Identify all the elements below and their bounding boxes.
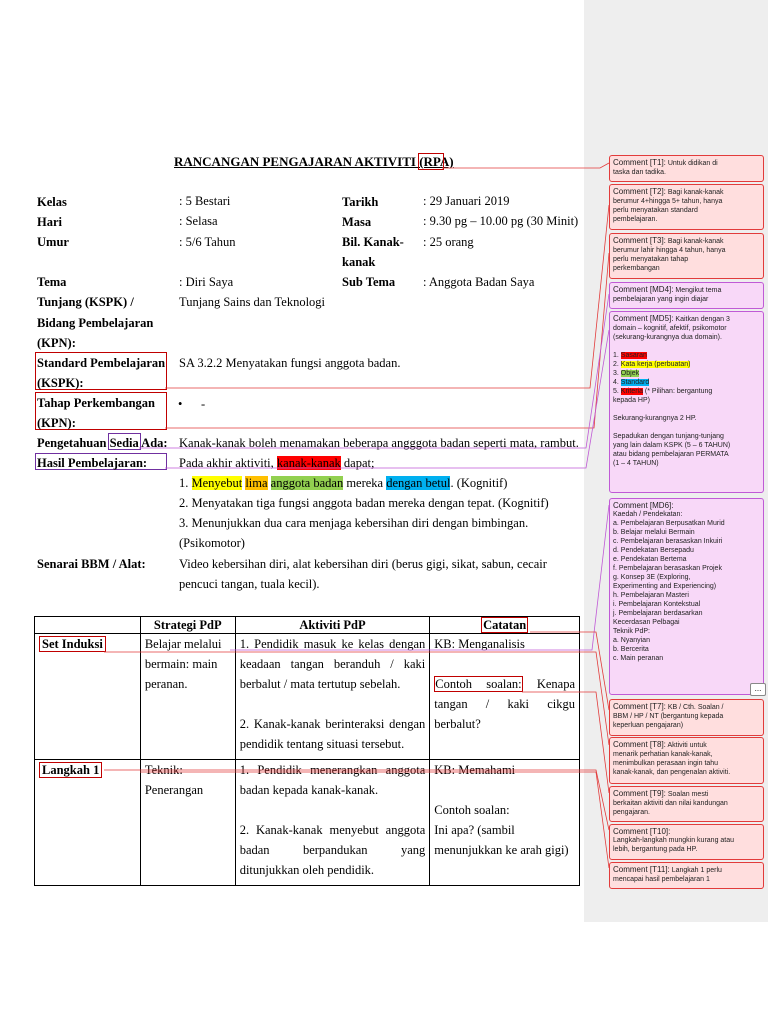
comment-line: perkembangan — [613, 265, 660, 272]
connector-t9 — [522, 692, 609, 793]
tunjang-value: Tunjang Sains dan Teknologi — [179, 295, 326, 309]
hp-label: Hasil Pembelajaran: — [37, 456, 148, 470]
title-text: RANCANGAN PENGAJARAN AKTIVITI (RPA) — [174, 154, 454, 169]
kelas-label: Kelas — [37, 195, 67, 209]
connector-t10 — [104, 770, 609, 830]
comment-line: perlu menyatakan tahap — [613, 256, 689, 263]
comment-head: Comment [T9]: — [613, 789, 666, 798]
md5-list-item: 1. Sasaran — [613, 352, 647, 359]
comment-line: (1 – 4 TAHUN) — [613, 460, 659, 467]
hari-value: : Selasa — [179, 214, 218, 228]
comment-line: Untuk didikan di — [667, 160, 718, 167]
activity-item: 2. Kanak-kanak menyebut anggota badan berpandukan yang ditunjukkan oleh pendidik. — [239, 823, 426, 877]
tp-bullet: • — [178, 397, 183, 411]
tema-value: : Diri Saya — [179, 275, 234, 289]
tp-label-2: (KPN): — [37, 416, 76, 430]
strategy-line: peranan. — [144, 677, 188, 691]
comment-t7[interactable] — [609, 699, 764, 736]
comment-line: Langkah 1 perlu — [671, 867, 722, 874]
comment-line: Teknik PdP: — [613, 628, 650, 635]
comment-line: Kaedah / Pendekatan: — [613, 511, 683, 518]
comment-line: berumur lahir hingga 4 tahun, hanya — [613, 247, 726, 254]
subtema-label: Sub Tema — [342, 275, 396, 289]
comment-t3[interactable] — [609, 233, 764, 279]
bbm-value-1: Video kebersihan diri, alat kebersihan diri (berus gigi, sikat, sabun, cecair — [179, 557, 547, 571]
comment-head: Comment [T3]: — [613, 236, 666, 245]
comment-line: Experimenting and Experiencing) — [613, 583, 717, 590]
comment-line: b. Belajar melalui Bermain — [613, 529, 695, 536]
connector-t11 — [140, 772, 609, 868]
set-induksi-label: Set Induksi — [39, 636, 106, 652]
comment-line: keperluan pengajaran) — [613, 722, 684, 729]
comment-line: i. Pembelajaran Kontekstual — [613, 601, 701, 608]
masa-label: Masa — [342, 215, 372, 229]
comment-line: perlu menyatakan standard — [613, 207, 698, 214]
hp-item-3b: (Psikomotor) — [179, 536, 245, 550]
hp1-count-highlight: lima — [245, 476, 268, 490]
tunjang-label-1: Tunjang (KSPK) / — [37, 295, 134, 309]
hp-item-3: 3. Menunjukkan dua cara menjaga kebersihan diri dengan bimbingan. — [179, 516, 529, 530]
comment-line: Sekurang-kurangnya 2 HP. — [613, 415, 697, 422]
comment-head: Comment [T1]: — [613, 158, 666, 167]
bil-value: : 25 orang — [423, 235, 474, 249]
strategy-line: Teknik: — [144, 763, 183, 777]
hp1-mereka: mereka — [343, 476, 387, 490]
connector-md6 — [230, 505, 609, 650]
comment-head: Comment [MD4]: — [613, 285, 674, 294]
note-question: Kenapa tangan / kaki cikgu berbalut? — [434, 677, 576, 731]
sp-label-2: (KSPK): — [37, 376, 84, 390]
sp-label-1: Standard Pembelajaran — [37, 356, 166, 370]
strategy-line: bermain: main — [144, 657, 218, 671]
bbm-value-2: pencuci tangan, tuala kecil). — [179, 577, 320, 591]
note-question-label: Contoh soalan: — [435, 677, 522, 691]
tunjang-label-2: Bidang Pembelajaran — [37, 316, 154, 330]
comment-line: Bagi kanak-kanak — [667, 238, 724, 245]
subtema-value: : Anggota Badan Saya — [423, 275, 535, 289]
kelas-value: : 5 Bestari — [179, 194, 231, 208]
comment-line: pembelajaran yang ingin diajar — [613, 296, 709, 303]
connector-md4 — [139, 294, 609, 448]
comment-line: yang lain dalam KSPK (5 – 6 TAHUN) — [613, 442, 731, 449]
activity-item: 1. Pendidik menerangkan anggota badan kepada kanak-kanak. — [239, 763, 426, 797]
connector-t1 — [442, 163, 609, 168]
activity-item: 1. Pendidik masuk ke kelas dengan keadaan tangan beranduh / kaki berbalut / mata tertutup sebelah. — [239, 637, 426, 691]
tunjang-label-3: (KPN): — [37, 336, 76, 350]
comment-line: pengajaran. — [613, 809, 650, 816]
catatan-anchor: Catatan — [483, 618, 527, 632]
connector-t8 — [104, 652, 609, 745]
strategy-line: Belajar melalui — [144, 637, 222, 651]
md5-list-item: 4. Standard — [613, 379, 650, 386]
activity-item: 2. Kanak-kanak berinteraksi dengan pendidik tentang situasi tersebut. — [239, 717, 426, 751]
comment-line: b. Bercerita — [613, 646, 649, 653]
comment-line: a. Pembelajaran Berpusatkan Murid — [613, 520, 725, 527]
hari-label: Hari — [37, 215, 62, 229]
comment-line: kepada HP) — [613, 397, 650, 404]
comment-t11[interactable] — [609, 862, 764, 889]
bil-label-1: Bil. Kanak- — [342, 235, 404, 249]
comment-line: KB / Cth. Soalan / — [667, 704, 724, 711]
hp1-end: . (Kognitif) — [450, 476, 508, 490]
comment-line: Aktiviti untuk — [667, 742, 707, 749]
note-question-label: Contoh soalan: — [434, 803, 510, 817]
comment-line: d. Pendekatan Bersepadu — [613, 547, 694, 554]
table-header-aktiviti: Aktiviti PdP — [235, 617, 430, 634]
note-question: Ini apa? (sambil menunjukkan ke arah gigi) — [434, 823, 569, 857]
comment-line: berumur 4+hingga 5+ tahun, hanya — [613, 198, 723, 205]
hp1-num: 1. — [179, 476, 192, 490]
comment-line: g. Konsep 3E (Exploring, — [613, 574, 691, 581]
comment-line: a. Nyanyian — [613, 637, 650, 644]
tp-value: - — [201, 397, 206, 411]
comment-line: kanak-kanak, dan pengenalan aktiviti. — [613, 769, 731, 776]
hp-target-highlight: kanak-kanak — [276, 456, 341, 470]
strategy-line: Penerangan — [144, 783, 204, 797]
comment-md6[interactable] — [609, 498, 764, 695]
comment-line: Langkah-langkah mungkin kurang atau — [613, 837, 735, 844]
comment-line: Kecerdasan Pelbagai — [613, 619, 680, 626]
table-header-strategi: Strategi PdP — [140, 617, 235, 634]
comment-line: (sekurang-kurangnya dua domain). — [613, 334, 722, 341]
hp-intro-b: dapat; — [340, 456, 375, 470]
comment-t9[interactable] — [609, 786, 764, 822]
comment-line: menarik perhatian kanak-kanak, — [613, 751, 713, 758]
comment-line: taska dan tadika. — [613, 169, 666, 176]
comment-head: Comment [T2]: — [613, 187, 666, 196]
comment-t8[interactable] — [609, 737, 764, 784]
sp-value: SA 3.2.2 Menyatakan fungsi anggota badan. — [179, 356, 401, 370]
hp1-verb-highlight: Menyebut — [191, 476, 243, 490]
hp-intro-a: Pada akhir aktiviti, — [179, 456, 277, 470]
comment-line: Mengikut tema — [675, 287, 722, 294]
comment-line: c. Main peranan — [613, 655, 664, 662]
hp-item-2: 2. Menyatakan tiga fungsi anggota badan mereka dengan tepat. (Kognitif) — [179, 496, 549, 510]
comment-line: c. Pembelajaran berasaskan Inkuiri — [613, 538, 723, 545]
comment-line: j. Pembelajaran berdasarkan — [613, 610, 703, 617]
comment-line: domain – kognitif, afektif, psikomotor — [613, 325, 727, 332]
tarikh-value: : 29 Januari 2019 — [423, 194, 510, 208]
note-kb: KB: Memahami — [434, 763, 516, 777]
comment-line: pembelajaran. — [613, 216, 658, 223]
tema-label: Tema — [37, 275, 67, 289]
comment-head: Comment [T8]: — [613, 740, 666, 749]
langkah-1-label: Langkah 1 — [39, 762, 102, 778]
expand-comment-button[interactable]: ... — [750, 683, 766, 696]
md5-list-item: 3. Objek — [613, 370, 640, 377]
comment-line: h. Pembelajaran Masteri — [613, 592, 689, 599]
umur-value: : 5/6 Tahun — [179, 235, 236, 249]
comment-line: menimbulkan perasaan ingin tahu — [613, 760, 719, 767]
comment-line: BBM / HP / NT (bergantung kepada — [613, 713, 724, 720]
comment-head: Comment [MD6]: — [613, 501, 674, 510]
comment-line: berkaitan aktiviti dan nilai kandungan — [613, 800, 728, 807]
connector-t2 — [165, 205, 609, 388]
comment-head: Comment [MD5]: — [613, 314, 674, 323]
md5-list-item: 5. Kriteria (* Pilihan: bergantung — [613, 388, 713, 395]
comment-t1[interactable] — [609, 155, 764, 182]
comment-line: Sepadukan dengan tunjang-tunjang — [613, 433, 724, 440]
note-kb: KB: Menganalisis — [434, 637, 525, 651]
tarikh-label: Tarikh — [342, 195, 379, 209]
comment-line: f. Pembelajaran berasaskan Projek — [613, 565, 722, 572]
comment-t2[interactable] — [609, 184, 764, 230]
hp1-object-highlight: anggota badan — [270, 476, 344, 490]
comment-md5[interactable] — [609, 311, 764, 493]
connector-md5 — [165, 330, 609, 468]
comment-head: Comment [T10]: — [613, 827, 671, 836]
comment-line: Kaitkan dengan 3 — [675, 316, 730, 323]
comment-head: Comment [T7]: — [613, 702, 666, 711]
connector-t3 — [165, 253, 609, 428]
bil-label-2: kanak — [342, 255, 376, 269]
comment-line: mencapai hasil pembelajaran 1 — [613, 876, 710, 883]
comment-line: atau bidang pembelajaran PERMATA — [613, 451, 729, 458]
tp-label-1: Tahap Perkembangan — [37, 396, 155, 410]
md5-list-item: 2. Kata kerja (perbuatan) — [613, 361, 691, 368]
comment-t10[interactable] — [609, 824, 764, 860]
comment-line: Soalan mesti — [667, 791, 709, 798]
comment-line: lebih, bergantung pada HP. — [613, 846, 698, 853]
bbm-label: Senarai BBM / Alat: — [37, 557, 146, 571]
comment-head: Comment [T11]: — [613, 865, 670, 874]
masa-value: : 9.30 pg – 10.00 pg (30 Minit) — [423, 214, 579, 228]
hp1-standard-highlight: dengan betul — [386, 476, 451, 490]
comment-line: e. Pendekatan Bertema — [613, 556, 687, 563]
comment-line: Bagi kanak-kanak — [667, 189, 724, 196]
umur-label: Umur — [37, 235, 69, 249]
psa-value: Kanak-kanak boleh menamakan beberapa angggota badan seperti mata, rambut. — [179, 436, 579, 450]
psa-label: Pengetahuan Sedia Ada: — [37, 436, 168, 450]
comment-md4[interactable] — [609, 282, 764, 309]
